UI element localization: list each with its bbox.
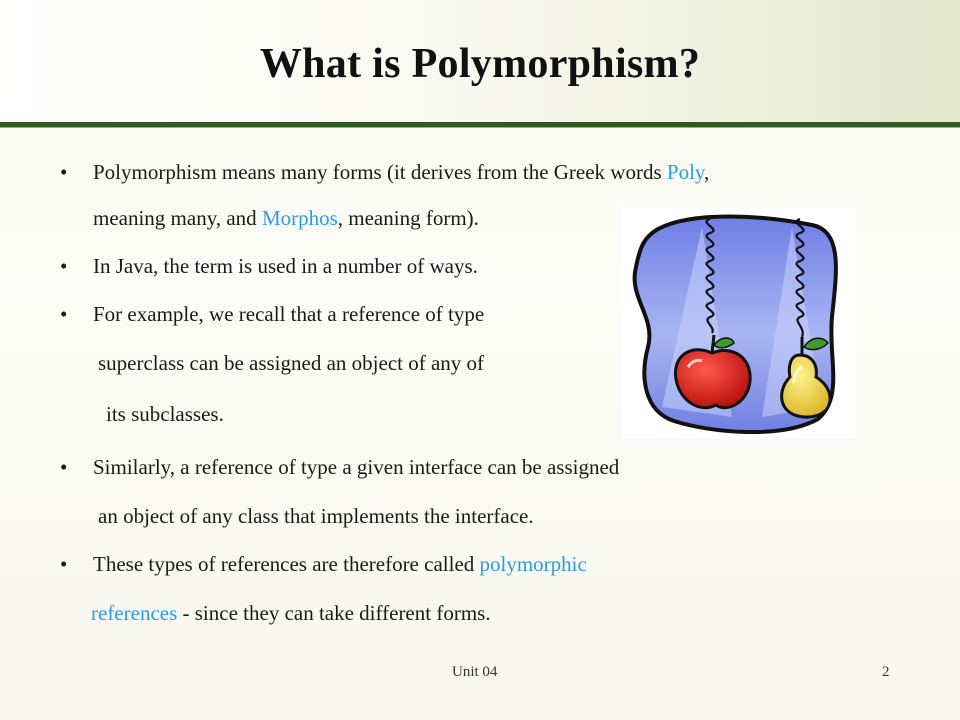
apple-shape bbox=[675, 350, 750, 408]
bullet-1-line-2 bbox=[93, 205, 479, 231]
bullet-1-text: Polymorphism means many forms (it derives from the Greek words bbox=[93, 160, 667, 184]
slide-title: What is Polymorphism? bbox=[259, 41, 701, 87]
bullet-marker: • bbox=[60, 160, 68, 184]
bullet-3-line-1: For example, we recall that a reference of type bbox=[93, 302, 485, 326]
term-poly: Poly bbox=[666, 160, 705, 184]
bullet-1-text-2: meaning many, and bbox=[93, 206, 262, 230]
bullet-1-text-3: , meaning form). bbox=[337, 206, 479, 230]
bullet-3-line-2: superclass can be assigned an object of any of bbox=[98, 351, 485, 375]
title-divider-shadow bbox=[0, 127, 960, 128]
bullet-5-text-2: - since they can take different forms. bbox=[177, 601, 491, 625]
bullet-5-line-1 bbox=[93, 551, 587, 577]
bullet-marker: • bbox=[60, 254, 68, 278]
bullet-2-line-1: In Java, the term is used in a number of ways. bbox=[93, 254, 478, 278]
bullet-marker: • bbox=[60, 302, 68, 326]
bullet-4-line-1: Similarly, a reference of type a given interface can be assigned bbox=[93, 455, 620, 479]
footer-unit: Unit 04 bbox=[452, 664, 498, 680]
bullet-5-line-2 bbox=[91, 600, 491, 626]
bullet-3-line-3: its subclasses. bbox=[106, 402, 224, 426]
bullet-4-line-2: an object of any class that implements the interface. bbox=[98, 504, 534, 528]
term-references: references bbox=[91, 601, 178, 625]
clipart-svg bbox=[622, 207, 856, 439]
page-number: 2 bbox=[882, 664, 890, 680]
bullet-marker: • bbox=[60, 552, 68, 576]
term-polymorphic: polymorphic bbox=[479, 552, 587, 576]
bullet-1-line-1 bbox=[93, 159, 709, 185]
bullet-marker: • bbox=[60, 455, 68, 479]
bullet-5-text: These types of references are therefore called bbox=[93, 552, 480, 576]
bullet-1-punct: , bbox=[704, 160, 710, 184]
term-morphos: Morphos bbox=[261, 206, 338, 230]
apple-pear-springs-icon bbox=[622, 207, 856, 439]
